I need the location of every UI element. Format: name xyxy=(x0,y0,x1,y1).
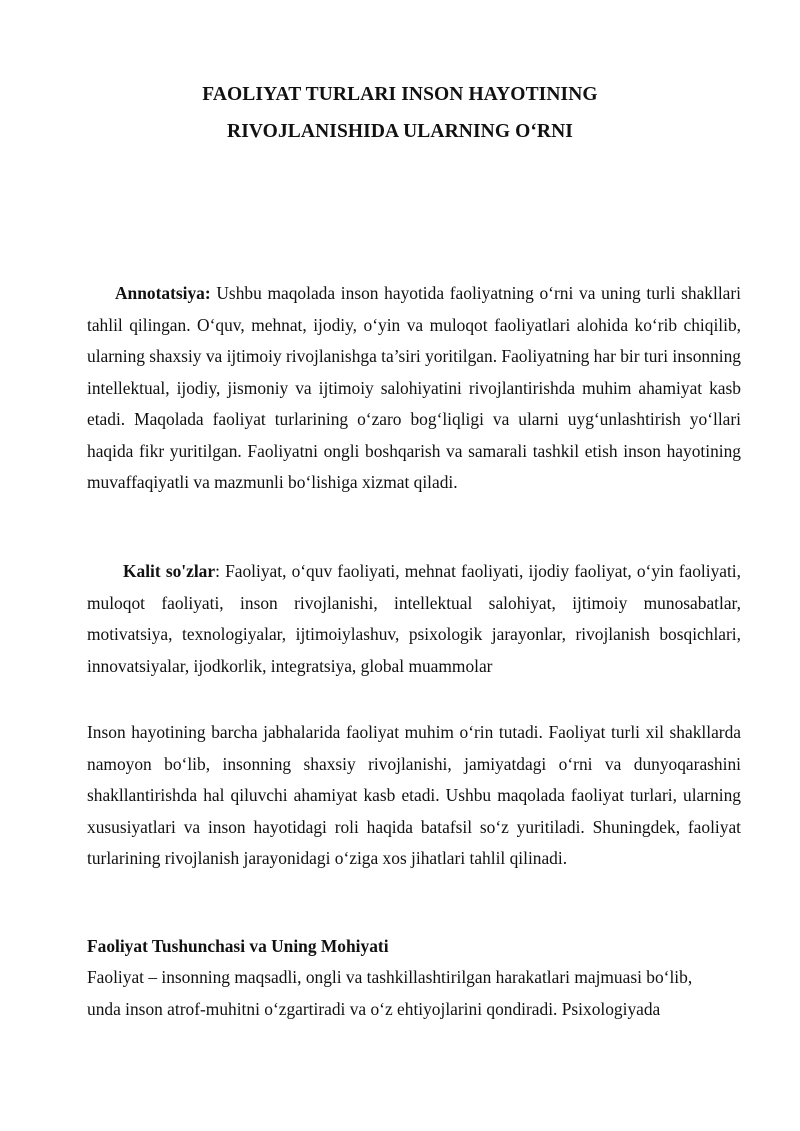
concept-section xyxy=(87,931,741,1025)
intro-section xyxy=(87,717,741,875)
abstract-paragraph xyxy=(87,278,741,499)
abstract-section xyxy=(87,278,741,499)
title-line-2: RIVOJLANISHIDA ULARNING O‘RNI xyxy=(227,121,573,142)
keywords-paragraph xyxy=(87,556,741,682)
abstract-label: Annotatsiya: xyxy=(115,283,211,303)
section-line-1: Faoliyat – insonning maqsadli, ongli va tashkillashtirilgan harakatlari majmuasi bo‘lib, xyxy=(87,967,693,987)
document-title xyxy=(0,76,800,150)
section-line-2: unda inson atrof-muhitni o‘zgartiradi va o‘z ehtiyojlarini qondiradi. Psixologiyada xyxy=(87,998,661,1019)
abstract-text: Ushbu maqolada inson hayotida faoliyatning o‘rni va uning turli shakllari tahlil qilingan. O‘quv, mehnat, ijodiy, o‘yin va muloqot faoliyatlari alohida ko‘rib chiqilib, ularning shaxsiy va ijtimoiy rivojlanishga ta’siri yoritilgan. Faoliyatning har bir turi insonning intellektual, ijodiy, jismoniy va ijtimoiy salohiyatini rivojlantirishda muhim ahamiyat kasb etadi. Maqolada faoliyat turlarining o‘zaro bog‘liqligi va ularni uyg‘unlashtirish yo‘llari haqida fikr yuritilgan. Faoliyatni ongli boshqarish va samarali tashkil etish inson hayotining muvaffaqiyatli va mazmunli bo‘lishiga xizmat qiladi. xyxy=(87,283,741,492)
keywords-label: Kalit so'zlar xyxy=(123,561,216,581)
intro-paragraph: Inson hayotining barcha jabhalarida faoliyat muhim o‘rin tutadi. Faoliyat turli xil shakllarda namoyon bo‘lib, insonning shaxsiy rivojlanishi, jamiyatdagi o‘rni va dunyoqarashini shakllantirishda hal qiluvchi ahamiyat kasb etadi. Ushbu maqolada faoliyat turlari, ularning xususiyatlari va inson hayotidagi roli haqida batafsil so‘z yuritiladi. Shuningdek, faoliyat turlarining rivojlanish jarayonidagi o‘ziga xos jihatlari tahlil qilinadi. xyxy=(87,722,741,868)
title-line-1: FAOLIYAT TURLARI INSON HAYOTINING xyxy=(202,84,598,105)
keywords-section xyxy=(87,556,741,682)
keywords-text: : Faoliyat, o‘quv faoliyati, mehnat faoliyati, ijodiy faoliyat, o‘yin faoliyati, muloqot faoliyati, inson rivojlanishi, intellektual salohiyat, ijtimoiy munosabatlar, motivatsiya, texnologiyalar, ijtimoiylashuv, psixologik jarayonlar, rivojlanish bosqichlari, innovatsiyalar, ijodkorlik, integratsiya, global muammolar xyxy=(87,561,741,676)
section-heading: Faoliyat Tushunchasi va Uning Mohiyati xyxy=(87,936,389,956)
